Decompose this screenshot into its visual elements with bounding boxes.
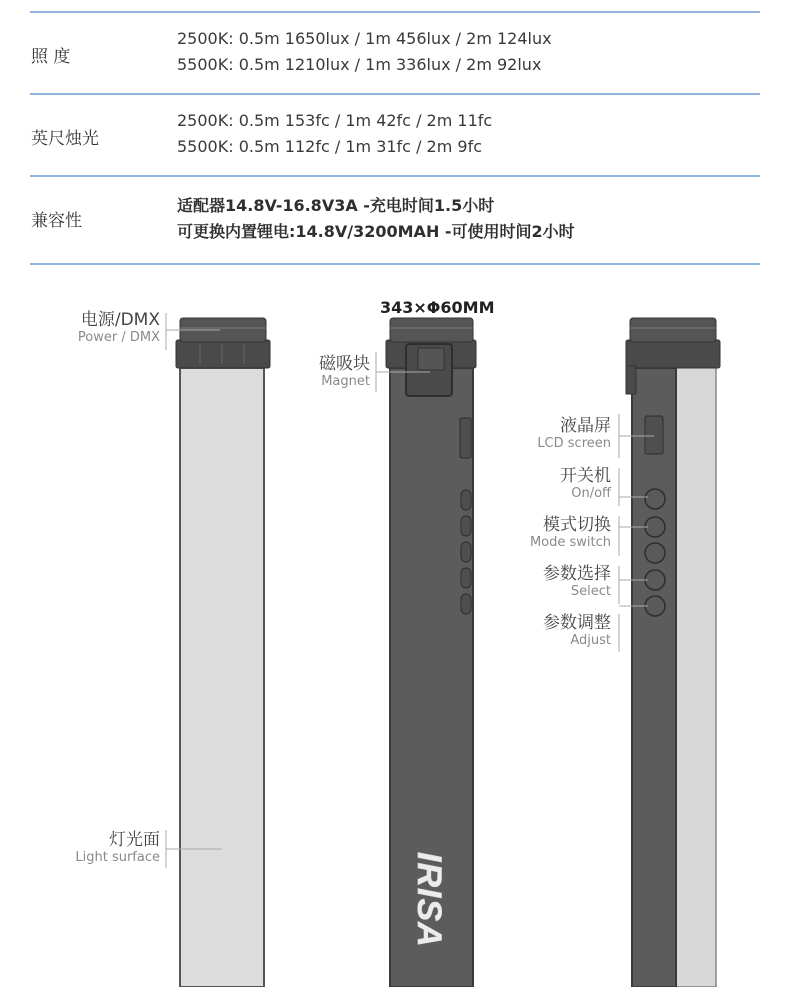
callout-power-dmx <box>78 310 160 346</box>
lcd-screen <box>645 416 663 454</box>
callout-mode-switch-en: Mode switch <box>529 535 611 550</box>
tube-side-view <box>386 318 476 987</box>
callout-adjust-zh: 参数调整 <box>543 613 611 633</box>
onoff-button <box>645 489 665 509</box>
side-button-2 <box>461 516 471 536</box>
side-button-3 <box>461 542 471 562</box>
spec-line-adapter: 适配器14.8V-16.8V3A -充电时间1.5小时 <box>177 196 495 215</box>
spec-line-footcandles-5500k: 5500K: 0.5m 112fc / 1m 31fc / 2m 9fc <box>177 137 482 156</box>
control-body <box>632 368 676 987</box>
callout-lcd-zh: 液晶屏 <box>560 416 611 436</box>
callout-adjust <box>543 613 611 649</box>
callout-mode-switch <box>530 515 611 551</box>
dimension-label: 343×Φ60MM <box>380 298 495 317</box>
callout-mode-switch-zh: 模式切换 <box>543 515 611 535</box>
tube-back-view <box>626 318 720 987</box>
back-cap <box>626 340 720 368</box>
side-knurl <box>390 318 473 342</box>
callout-magnet-zh: 磁吸块 <box>319 354 370 374</box>
callout-select-zh: 参数选择 <box>543 564 611 584</box>
side-button-5 <box>461 594 471 614</box>
light-strip-back <box>676 368 716 987</box>
callout-onoff-zh: 开关机 <box>560 466 611 486</box>
callout-light-surface <box>75 830 160 866</box>
callout-select <box>543 564 611 600</box>
spec-line-footcandles-2500k: 2500K: 0.5m 153fc / 1m 42fc / 2m 11fc <box>177 111 493 130</box>
callout-lcd <box>537 416 611 452</box>
spec-line-illuminance-5500k: 5500K: 0.5m 1210lux / 1m 336lux / 2m 92lux <box>177 55 542 74</box>
callout-onoff <box>560 466 611 502</box>
callout-power-dmx-en: Power / DMX <box>77 330 160 345</box>
callout-light-surface-en: Light surface <box>75 850 160 865</box>
callout-magnet <box>319 354 370 390</box>
power-dmx-cap <box>176 340 270 368</box>
brand-logo: IRISA <box>410 852 448 948</box>
tube-front-view <box>176 318 270 987</box>
callout-power-dmx-zh: 电源/DMX <box>80 310 160 330</box>
callout-adjust-en: Adjust <box>570 633 611 648</box>
side-button-1 <box>461 490 471 510</box>
callout-light-surface-zh: 灯光面 <box>109 830 160 850</box>
spec-label-footcandles: 英尺烛光 <box>31 129 99 149</box>
callout-onoff-en: On/off <box>571 486 611 501</box>
select-button <box>645 543 665 563</box>
light-surface-panel <box>180 368 264 987</box>
back-knurl <box>630 318 716 342</box>
spec-line-battery: 可更换内置锂电:14.8V/3200MAH -可使用时间2小时 <box>177 222 575 241</box>
side-lcd-slot <box>460 418 471 458</box>
spec-line-illuminance-2500k: 2500K: 0.5m 1650lux / 1m 456lux / 2m 124lux <box>177 29 552 48</box>
side-button-4 <box>461 568 471 588</box>
spec-label-compatibility: 兼容性 <box>31 211 82 231</box>
callout-lcd-en: LCD screen <box>537 436 611 451</box>
callout-select-en: Select <box>570 584 611 599</box>
callout-magnet-en: Magnet <box>321 374 370 389</box>
spec-label-illuminance: 照 度 <box>31 47 71 67</box>
